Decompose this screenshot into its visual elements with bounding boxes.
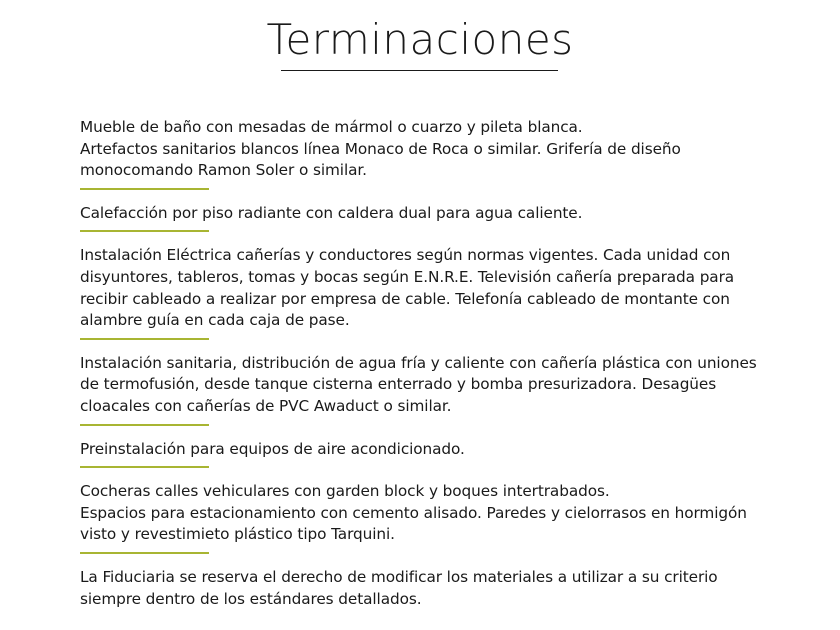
paragraph: La Fiduciaria se reserva el derecho de modificar los materiales a utilizar a su criterio siempre dentro de los estándares detallados.: [80, 567, 718, 608]
section-divider: [80, 188, 209, 190]
paragraph: Artefactos sanitarios blancos línea Monaco de Roca o similar. Grifería de diseño monocomando Ramon Soler o similar.: [80, 139, 681, 180]
section-divider: [80, 424, 209, 426]
finishes-list: [80, 117, 780, 610]
section-divider: [80, 230, 209, 232]
page-title: Terminaciones: [266, 15, 574, 64]
section-divider: [80, 466, 209, 468]
paragraph: Instalación Eléctrica cañerías y conductores según normas vigentes. Cada unidad con disyuntores, tableros, tomas y bocas según E.N.R.E. Televisión cañería preparada para recibir cableado a realizar por empresa de cable. Telefonía cableado de montante con alambre guía en cada caja de pase.: [80, 246, 735, 330]
paragraph: Cocheras calles vehiculares con garden block y boques intertrabados.: [80, 482, 610, 501]
paragraph: Calefacción por piso radiante con caldera dual para agua caliente.: [80, 203, 583, 222]
section-electrical: [80, 245, 780, 331]
section-disclaimer: [80, 567, 780, 610]
paragraph: Instalación sanitaria, distribución de agua fría y caliente con cañería plástica con uniones de termofusión, desde tanque cisterna enterrado y bomba presurizadora. Desagües cloacales con cañerías de PVC Awaduct o similar.: [80, 353, 757, 415]
paragraph: Espacios para estacionamiento con cemento alisado. Paredes y cielorrasos en hormigón visto y revestimieto plástico tipo Tarquini.: [80, 503, 747, 544]
section-air-conditioning: [80, 439, 780, 461]
section-bathroom: [80, 117, 780, 182]
section-plumbing: [80, 353, 780, 418]
section-parking: [80, 481, 780, 546]
paragraph: Preinstalación para equipos de aire acondicionado.: [80, 439, 465, 458]
title-underline: [281, 70, 558, 71]
section-heating: [80, 203, 780, 225]
paragraph: Mueble de baño con mesadas de mármol o cuarzo y pileta blanca.: [80, 118, 583, 136]
section-divider: [80, 338, 209, 340]
section-divider: [80, 552, 209, 554]
